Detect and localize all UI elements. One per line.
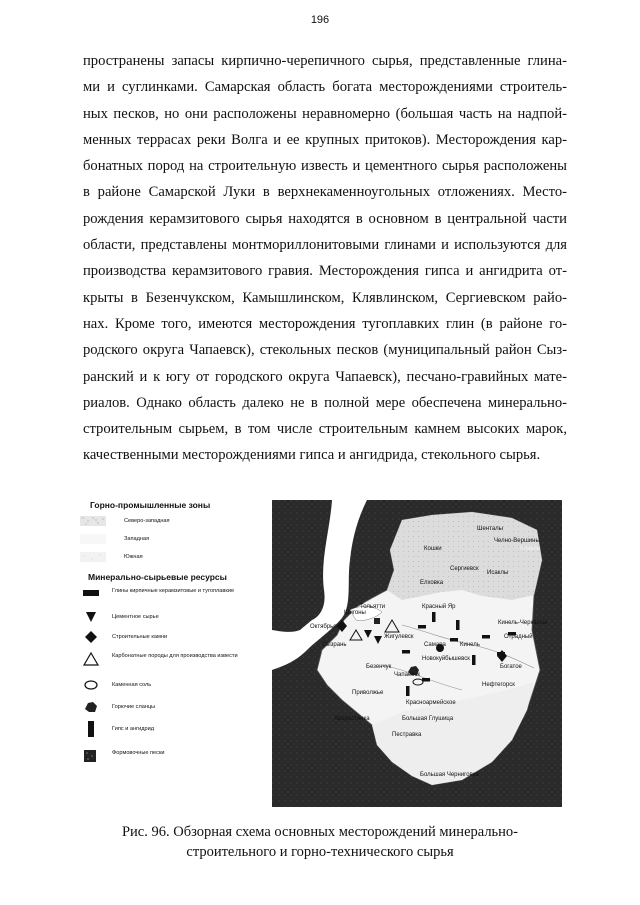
legend-resource-label: Карбонатные породы для производства извести [112,653,238,659]
map-label: Елховка [420,580,444,586]
paragraph-line: в районе Самарской Луки в верхнекаменноугольных отложениях. Место- [83,184,567,201]
salt-ellipse-icon [80,678,104,692]
gypsum-bar-icon [456,620,460,630]
map-label: Сергиевск [450,566,479,572]
dotted-zone-light-icon [80,514,106,528]
clay-rect-icon [482,635,490,639]
stone-diamond-icon [80,630,104,644]
clay-rect-icon [402,650,410,654]
paragraph-line: ми и суглинками. Самарская область богата месторождениями строитель- [83,79,567,96]
zone-northwest [387,512,542,600]
shale-blob-icon [80,700,104,714]
map-label: Приволжье [352,690,384,696]
legend-resource-label: Строительные камни [112,634,168,640]
legend-resource-label: Гипс и ангидрид [112,726,155,732]
paragraph-line: крыты в Безенчукском, Камышлинском, Клявлинском, Сергиевском райо- [83,289,567,306]
caption-line: строительного и горно-технического сырья [186,844,454,860]
paragraph-line: бонатных пород на строительную известь и цементного сырья расположены [83,158,567,175]
map-label: Октябрьск [310,624,339,630]
map-label: Безенчук [366,664,392,670]
map-label: Отрадный [504,634,533,640]
map-label: Кинель [460,642,480,648]
legend-resource-label: Глины кирпичные керамзитовые и тугоплавкие [112,588,235,594]
legend-resource-label: Цементное сырье [112,614,159,620]
map-label: Хворостянка [334,716,370,722]
cement-triangle-icon [80,610,104,624]
sand-square-icon [80,748,104,764]
map-label: Пестравка [392,732,422,738]
paragraph-line: пространены запасы кирпично-черепичного сырья, представленные глина- [83,53,567,69]
paragraph-line: рождения керамзитового сырья находятся в основном в центральной части [83,210,567,227]
gypsum-bar-icon [406,686,410,696]
legend-zone-label: Северо-западная [124,518,170,524]
map-label: Новокуйбышевск [422,656,470,662]
map-label: Кинель-Черкассы [498,620,548,626]
map-label: Клявли [520,546,541,552]
legend-resource-label: Формовочные пески [112,750,165,756]
legend-resource-label: Каменная соль [112,682,152,688]
paragraph-line: ранский и к югу от городского округа Чапаевск), песчано-гравийных мате- [83,368,567,385]
map-label: Жигулевск [384,634,414,640]
paragraph-line: ных песков, но они расположены неравномерно (большая часть на надпой- [83,105,567,122]
paragraph-line: области, представлены монтмориллонитовыми глинами и используются для [83,237,567,254]
page-number: 196 [310,14,330,26]
map-label: Исаклы [487,570,509,576]
legend-zone-label: Западная [124,536,150,542]
dotted-zone-grey-icon [80,550,106,564]
region-map [272,500,562,807]
zones-heading: Горно-промышленные зоны [90,500,211,510]
map-label: Большая Черниговка [420,772,479,778]
map-label: Сызрань [322,642,347,648]
paragraph-line: риалов. Однако область далеко не в полной мере обеспечена минерально- [83,394,567,411]
legend-resource-label: Горючие сланцы [112,704,156,710]
dotted-zone-white-icon [80,532,106,546]
paragraph-line: менных террасах реки Волга и ее крупных притоков). Месторождения кар- [83,131,567,148]
gypsum-bar-icon [80,720,104,738]
figure-caption [60,822,580,862]
clay-rect-icon [450,638,458,642]
clay-rect-icon [418,625,426,629]
map-label: Шигоны [344,610,366,616]
gypsum-bar-icon [472,655,476,665]
map-label: Нефтегорск [482,682,515,688]
map-label: Челно-Вершины [494,538,540,544]
map-label: Богатое [500,664,522,670]
paragraph-line: качественными месторождениями гипса и ангидрида, стекольного сырья. [83,447,541,464]
map-label: Кошки [424,546,442,552]
paragraph-line: строительным сырьем, в том числе строительным камнем высоких марок, [83,421,567,438]
paragraph-line: нах. Кроме того, имеются месторождения тугоплавких глин (в районе го- [83,315,567,332]
map-label: Красный Яр [422,604,456,610]
caption-line: Рис. 96. Обзорная схема основных месторождений минерально- [121,824,519,840]
sand-square-icon [374,618,380,624]
paragraph-line: родского округа Чапаевск), стекольных песков (муниципальный район Сыз- [83,342,567,359]
carbonate-triangle-icon [80,652,104,666]
legend-zone-label: Южная [124,554,143,560]
map-label: Шенталы [477,526,503,532]
map-label: Большая Глушица [402,716,454,722]
map-label: Красноармейское [406,700,456,706]
map-label: Тольятти [360,604,386,610]
map-canvas [272,500,562,807]
paragraph-line: производства керамзитового гравия. Месторождения гипса и ангидрита от- [83,263,567,280]
body-paragraph [83,48,567,469]
map-label: Чапаевск [394,672,421,678]
gypsum-bar-icon [432,612,436,622]
clay-rect-icon [80,586,104,600]
resources-heading: Минерально-сырьевые ресурсы [88,572,227,582]
map-label: Самара [424,642,446,648]
